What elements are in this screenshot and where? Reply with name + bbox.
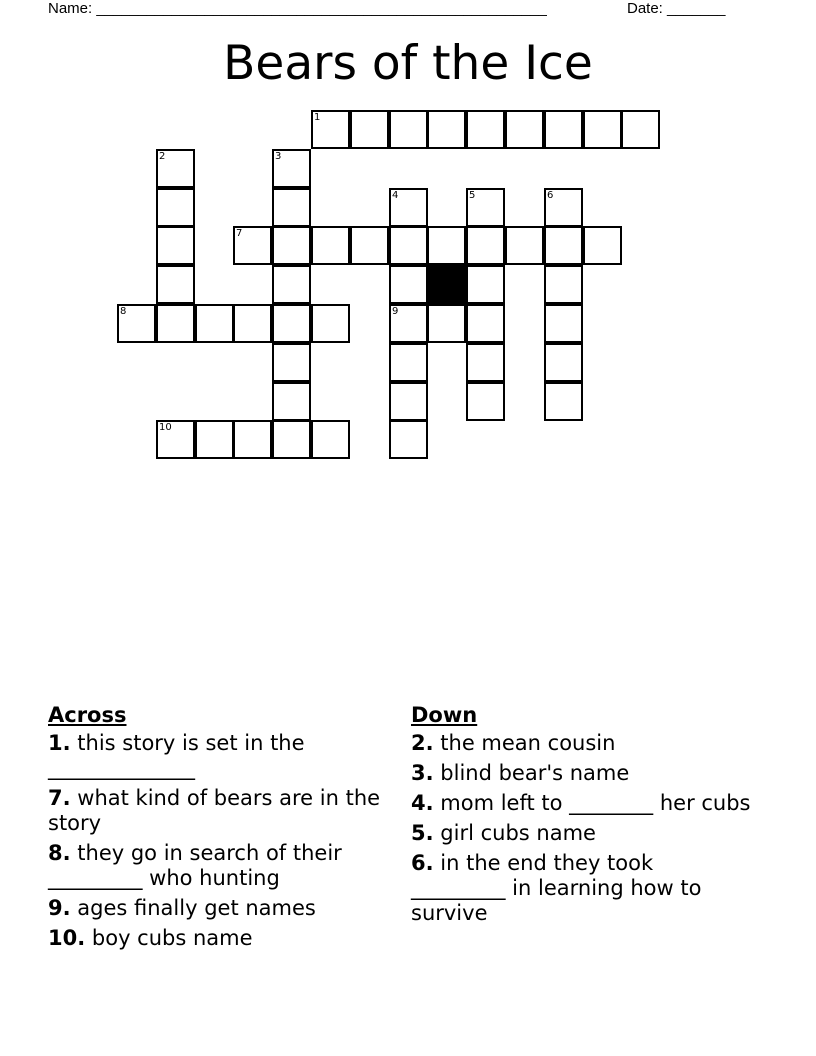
clue-number: 2.	[411, 731, 434, 755]
crossword-cell[interactable]	[272, 265, 311, 304]
name-field-line: Name: ______________________________________________________	[48, 0, 547, 17]
across-clue-9	[48, 896, 383, 921]
crossword-cell[interactable]	[156, 265, 195, 304]
across-clues	[48, 703, 383, 956]
clue-text: this story is set in the ______________	[48, 731, 305, 780]
crossword-cell[interactable]	[544, 304, 583, 343]
crossword-cell[interactable]	[233, 420, 272, 459]
crossword-cell[interactable]	[466, 343, 505, 382]
crossword-cell[interactable]	[505, 110, 544, 149]
crossword-cell[interactable]	[311, 226, 350, 265]
cell-number: 10	[159, 422, 172, 433]
crossword-cell[interactable]	[117, 304, 156, 343]
down-heading: Down	[411, 703, 478, 727]
crossword-cell[interactable]	[156, 188, 195, 227]
crossword-cell[interactable]	[311, 420, 350, 459]
cell-number: 3	[275, 151, 282, 162]
crossword-cell[interactable]	[389, 188, 428, 227]
cell-number: 6	[547, 190, 554, 201]
down-clue-4	[411, 791, 751, 816]
clue-number: 8.	[48, 841, 71, 865]
crossword-cell[interactable]	[466, 188, 505, 227]
clue-text: boy cubs name	[91, 926, 253, 950]
crossword-cell[interactable]	[272, 304, 311, 343]
clue-number: 6.	[411, 851, 434, 875]
crossword-cell[interactable]	[389, 382, 428, 421]
crossword-grid	[0, 0, 816, 500]
crossword-cell[interactable]	[311, 110, 350, 149]
crossword-cell[interactable]	[544, 382, 583, 421]
crossword-cell[interactable]	[427, 226, 466, 265]
crossword-cell[interactable]	[195, 304, 234, 343]
down-clue-2	[411, 731, 751, 756]
crossword-cell[interactable]	[427, 304, 466, 343]
down-clue-3	[411, 761, 751, 786]
clue-number: 4.	[411, 791, 434, 815]
crossword-cell[interactable]	[156, 149, 195, 188]
crossword-cell[interactable]	[583, 110, 622, 149]
across-clue-10	[48, 926, 383, 951]
crossword-cell[interactable]	[466, 110, 505, 149]
crossword-cell[interactable]	[389, 226, 428, 265]
clue-text: what kind of bears are in the story	[48, 786, 381, 835]
crossword-cell[interactable]	[427, 110, 466, 149]
cell-number: 2	[159, 151, 166, 162]
crossword-cell[interactable]	[156, 304, 195, 343]
clue-text: blind bear's name	[440, 761, 630, 785]
across-clue-1	[48, 731, 383, 781]
crossword-cell[interactable]	[156, 226, 195, 265]
clue-number: 3.	[411, 761, 434, 785]
crossword-cell[interactable]	[621, 110, 660, 149]
crossword-cell[interactable]	[389, 304, 428, 343]
crossword-cell[interactable]	[233, 226, 272, 265]
crossword-cell[interactable]	[156, 420, 195, 459]
crossword-cell[interactable]	[389, 265, 428, 304]
across-clue-8	[48, 841, 383, 891]
crossword-cell[interactable]	[505, 226, 544, 265]
crossword-cell[interactable]	[272, 343, 311, 382]
cell-number: 4	[392, 190, 399, 201]
clue-text: they go in search of their _________ who hunting	[48, 841, 342, 890]
crossword-cell[interactable]	[466, 304, 505, 343]
crossword-cell[interactable]	[583, 226, 622, 265]
down-clue-6	[411, 851, 751, 926]
crossword-cell[interactable]	[389, 343, 428, 382]
crossword-cell[interactable]	[272, 382, 311, 421]
cell-number: 8	[120, 306, 127, 317]
crossword-cell[interactable]	[544, 343, 583, 382]
crossword-cell[interactable]	[466, 226, 505, 265]
across-heading: Across	[48, 703, 127, 727]
crossword-cell[interactable]	[272, 420, 311, 459]
crossword-cell[interactable]	[311, 304, 350, 343]
clue-number: 5.	[411, 821, 434, 845]
clue-number: 10.	[48, 926, 86, 950]
cell-number: 5	[469, 190, 476, 201]
clue-text: in the end they took _________ in learning how to survive	[411, 851, 702, 925]
clue-number: 7.	[48, 786, 71, 810]
clue-text: mom left to ________ her cubs	[440, 791, 751, 815]
crossword-cell[interactable]	[466, 265, 505, 304]
clue-number: 9.	[48, 896, 71, 920]
date-field-line: Date: _______	[627, 0, 726, 17]
page-title: Bears of the Ice	[223, 36, 593, 91]
crossword-cell[interactable]	[272, 226, 311, 265]
crossword-cell[interactable]	[544, 110, 583, 149]
crossword-cell[interactable]	[233, 304, 272, 343]
crossword-cell[interactable]	[544, 226, 583, 265]
crossword-cell[interactable]	[466, 382, 505, 421]
crossword-cell[interactable]	[389, 110, 428, 149]
crossword-cell[interactable]	[272, 149, 311, 188]
cell-number: 7	[236, 228, 243, 239]
clue-text: ages finally get names	[77, 896, 316, 920]
clue-number: 1.	[48, 731, 71, 755]
crossword-cell[interactable]	[350, 226, 389, 265]
crossword-cell[interactable]	[389, 420, 428, 459]
black-square	[427, 265, 466, 304]
crossword-cell[interactable]	[350, 110, 389, 149]
crossword-cell[interactable]	[195, 420, 234, 459]
clue-text: the mean cousin	[440, 731, 616, 755]
across-clue-7	[48, 786, 383, 836]
crossword-cell[interactable]	[272, 188, 311, 227]
cell-number: 9	[392, 306, 399, 317]
down-clue-5	[411, 821, 751, 846]
crossword-cell[interactable]	[544, 188, 583, 227]
cell-number: 1	[314, 112, 321, 123]
down-clues	[411, 703, 751, 931]
crossword-cell[interactable]	[544, 265, 583, 304]
clue-text: girl cubs name	[440, 821, 596, 845]
